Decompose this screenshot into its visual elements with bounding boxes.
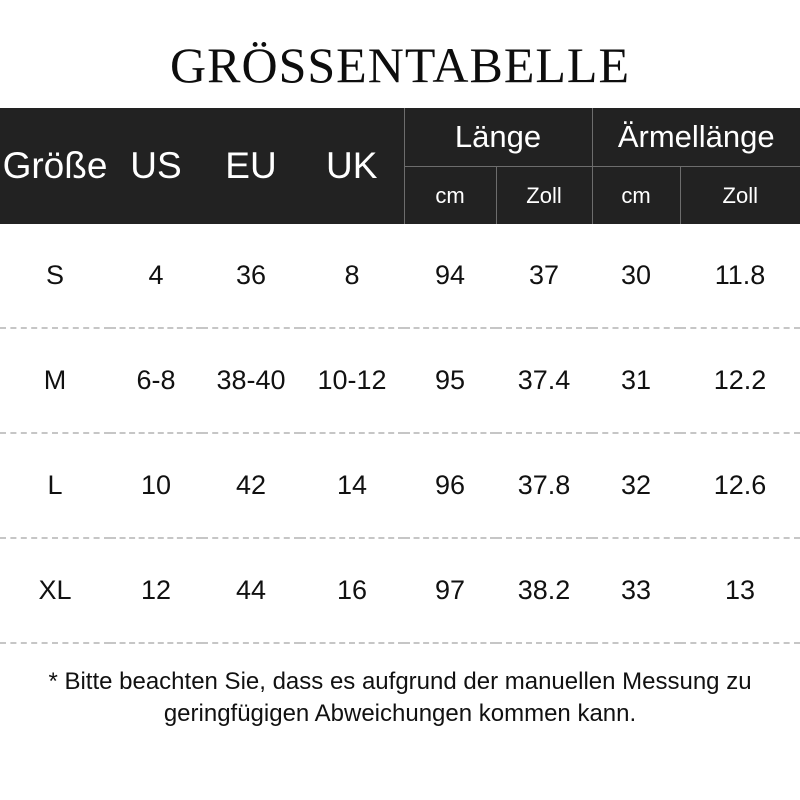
cell-eu: 38-40	[202, 328, 300, 433]
cell-uk: 14	[300, 433, 404, 538]
cell-length-inch: 37.8	[496, 433, 592, 538]
header-size: Größe	[0, 108, 110, 224]
header-group-length-label: Länge	[454, 119, 542, 154]
cell-sleeve-cm: 32	[592, 433, 680, 538]
cell-us: 12	[110, 538, 202, 643]
table-body	[0, 224, 800, 643]
cell-eu: 44	[202, 538, 300, 643]
table-row	[0, 224, 800, 328]
cell-size: L	[0, 433, 110, 538]
cell-size: M	[0, 328, 110, 433]
table-row	[0, 328, 800, 433]
cell-uk: 10-12	[300, 328, 404, 433]
table-row	[0, 433, 800, 538]
cell-eu: 42	[202, 433, 300, 538]
header-row-top	[0, 108, 800, 167]
page-title: GRÖSSENTABELLE	[170, 37, 630, 93]
cell-sleeve-cm: 30	[592, 224, 680, 328]
cell-length-cm: 96	[404, 433, 496, 538]
cell-uk: 8	[300, 224, 404, 328]
cell-sleeve-inch: 11.8	[680, 224, 800, 328]
measurement-note: * Bitte beachten Sie, dass es aufgrund der manuellen Messung zu geringfügigen Abweichungen kommen kann.	[48, 668, 752, 728]
header-sleeve-inch: Zoll	[680, 167, 800, 225]
table-header	[0, 108, 800, 224]
cell-length-inch: 37.4	[496, 328, 592, 433]
cell-sleeve-inch: 12.6	[680, 433, 800, 538]
header-group-length	[404, 108, 592, 167]
cell-length-cm: 95	[404, 328, 496, 433]
header-sleeve-cm: cm	[592, 167, 680, 225]
cell-us: 10	[110, 433, 202, 538]
cell-size: S	[0, 224, 110, 328]
cell-length-cm: 94	[404, 224, 496, 328]
header-length-cm: cm	[404, 167, 496, 225]
header-length-inch: Zoll	[496, 167, 592, 225]
cell-length-inch: 37	[496, 224, 592, 328]
cell-sleeve-cm: 33	[592, 538, 680, 643]
cell-length-cm: 97	[404, 538, 496, 643]
header-group-sleeve	[592, 108, 800, 167]
cell-uk: 16	[300, 538, 404, 643]
header-us: US	[110, 108, 202, 224]
cell-sleeve-inch: 13	[680, 538, 800, 643]
header-uk: UK	[300, 108, 404, 224]
header-eu: EU	[202, 108, 300, 224]
cell-length-inch: 38.2	[496, 538, 592, 643]
cell-sleeve-inch: 12.2	[680, 328, 800, 433]
size-table	[0, 108, 800, 644]
header-group-sleeve-label: Ärmellänge	[617, 119, 775, 154]
cell-eu: 36	[202, 224, 300, 328]
cell-us: 4	[110, 224, 202, 328]
cell-us: 6-8	[110, 328, 202, 433]
cell-sleeve-cm: 31	[592, 328, 680, 433]
cell-size: XL	[0, 538, 110, 643]
table-row	[0, 538, 800, 643]
